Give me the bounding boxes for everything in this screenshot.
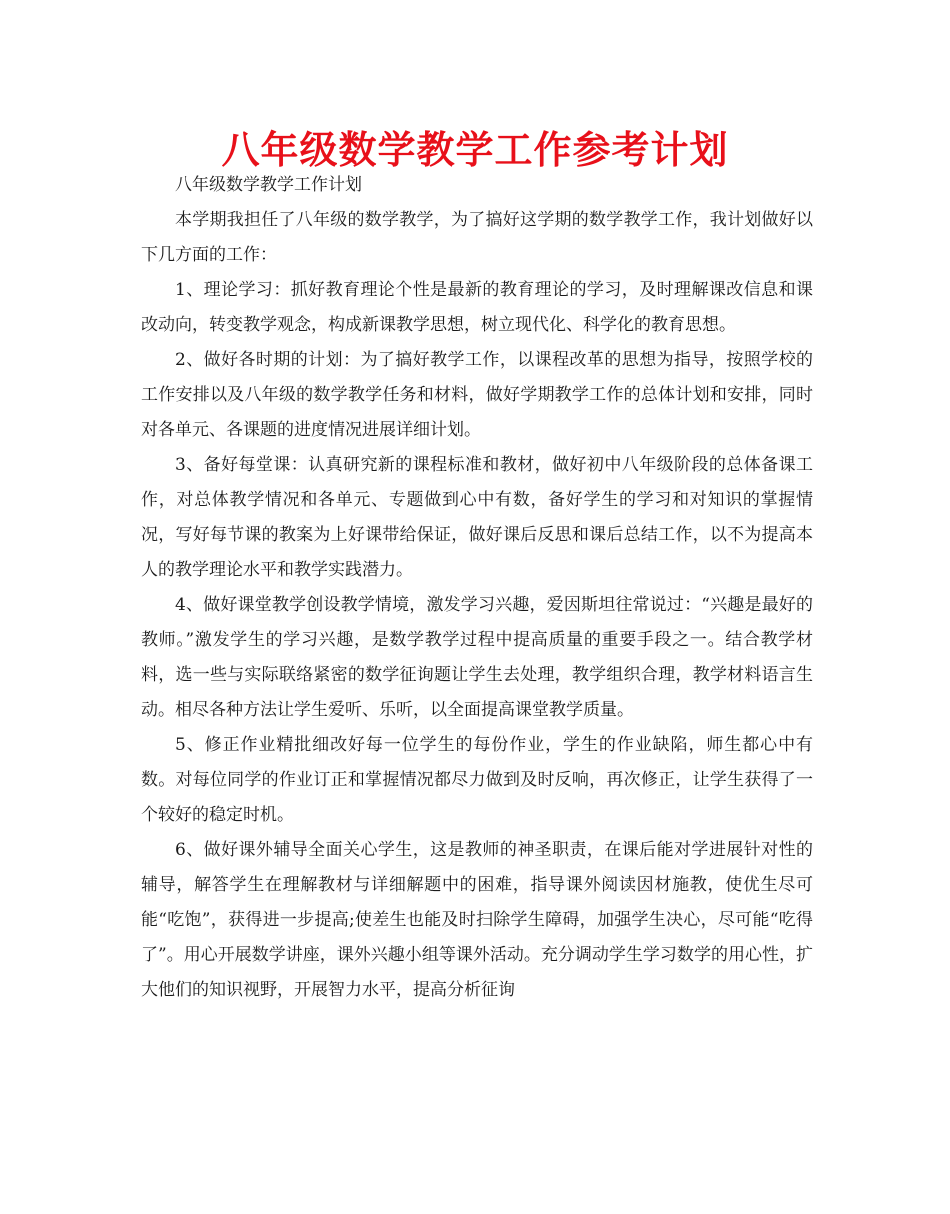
- document-body: [141, 168, 813, 1008]
- document-title: 八年级数学教学工作参考计划: [221, 128, 729, 172]
- paragraph-homework: 5、修正作业精批细改好每一位学生的每份作业，学生的作业缺陷，师生都心中有数。对每位同学的作业订正和掌握情况都尽力做到及时反响，再次修正，让学生获得了一个较好的稳定时机。: [141, 735, 813, 825]
- paragraph-classroom-teaching: 4、做好课堂教学创设教学情境，激发学习兴趣，爱因斯坦往常说过：“兴趣是最好的教师。”激发学生的学习兴趣，是数学教学过程中提高质量的重要手段之一。结合教学材料，选一些与实际联络紧密的数学征询题让学生去处理，教学组织合理，教学材料语言生动。相尽各种方法让学生爱听、乐听，以全面提高课堂教学质量。: [141, 595, 813, 720]
- paragraph-tutoring: 6、做好课外辅导全面关心学生，这是教师的神圣职责，在课后能对学进展针对性的辅导，解答学生在理解教材与详细解题中的困难，指导课外阅读因材施教，使优生尽可能“吃饱”，获得进一步提高;使差生也能及时扫除学生障碍，加强学生决心，尽可能“吃得了”。用心开展数学讲座，课外兴趣小组等课外活动。充分调动学生学习数学的用心性，扩大他们的知识视野，开展智力水平，提高分析征询: [141, 840, 813, 1000]
- paragraph-planning: 2、做好各时期的计划：为了搞好教学工作，以课程改革的思想为指导，按照学校的工作安排以及八年级的数学教学任务和材料，做好学期教学工作的总体计划和安排，同时对各单元、各课题的进度情况进展详细计划。: [141, 350, 813, 440]
- paragraph-theory-study: 1、理论学习：抓好教育理论个性是最新的教育理论的学习，及时理解课改信息和课改动向，转变教学观念，构成新课教学思想，树立现代化、科学化的教育思想。: [141, 280, 813, 335]
- paragraph-intro: 本学期我担任了八年级的数学教学，为了搞好这学期的数学教学工作，我计划做好以下几方面的工作：: [141, 210, 813, 265]
- paragraph-lesson-prep: 3、备好每堂课：认真研究新的课程标准和教材，做好初中八年级阶段的总体备课工作，对总体教学情况和各单元、专题做到心中有数，备好学生的学习和对知识的掌握情况，写好每节课的教案为上好课带给保证，做好课后反思和课后总结工作，以不为提高本人的教学理论水平和教学实践潜力。: [141, 455, 813, 580]
- document-subtitle: 八年级数学教学工作计划: [175, 175, 362, 195]
